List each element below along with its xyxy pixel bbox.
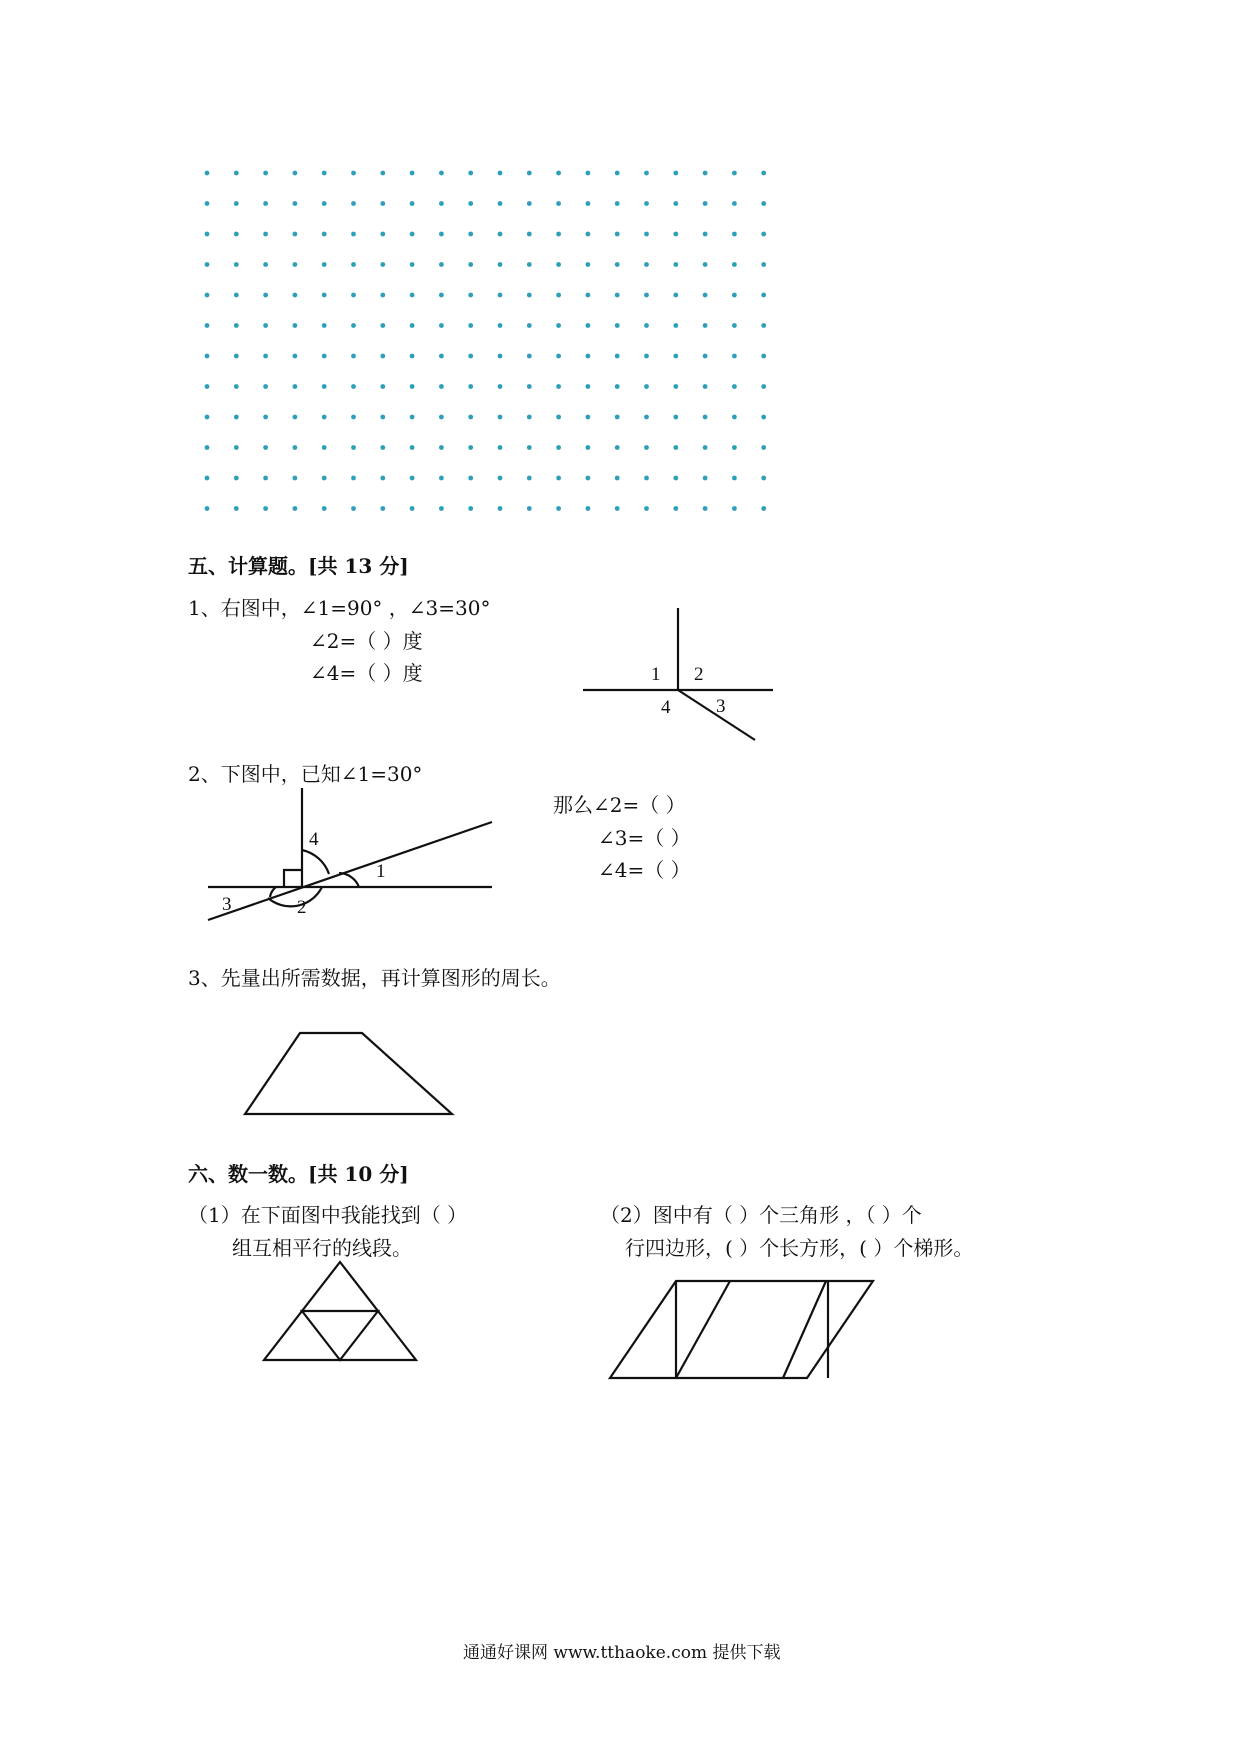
q2-answer-4: ∠4=（ ） [598,858,691,882]
q1-line3: ∠4=（ ）度 [310,661,423,685]
q1-line2: ∠2=（ ）度 [310,629,423,653]
s6-q1-line2: 组互相平行的线段。 [232,1236,412,1260]
q2-label-1: 1 [376,861,386,882]
s6-q2-line2: 行四边形，( ）个长方形，( ）个梯形。 [625,1236,974,1260]
q2-label-3: 3 [222,894,232,915]
s6-q1-line1: （1）在下面图中我能找到（ ） [188,1203,468,1227]
q1-label-1: 1 [651,664,661,685]
q1-line1: 1、右图中，∠1=90° ，∠3=30° [188,596,491,620]
section6-heading: 六、数一数。[共 10 分] [188,1162,409,1186]
q2-answer-3: ∠3=（ ） [598,826,691,850]
q2-label-4: 4 [309,829,319,850]
footer-text: 通通好课网 www.tthaoke.com 提供下载 [463,1643,781,1663]
q1-label-3: 3 [716,696,726,717]
q2-line1: 2、下图中，已知∠1=30° [188,762,423,786]
s6-q2-line1: （2）图中有（ ）个三角形 ，（ ）个 [600,1203,922,1227]
q1-label-2: 2 [694,664,704,685]
q2-answer-2: 那么∠2=（ ） [553,793,686,817]
q3-line1: 3、先量出所需数据，再计算图形的周长。 [188,966,561,990]
q1-label-4: 4 [661,697,671,718]
q2-label-2: 2 [297,897,307,918]
section5-heading: 五、计算题。[共 13 分] [188,554,409,578]
